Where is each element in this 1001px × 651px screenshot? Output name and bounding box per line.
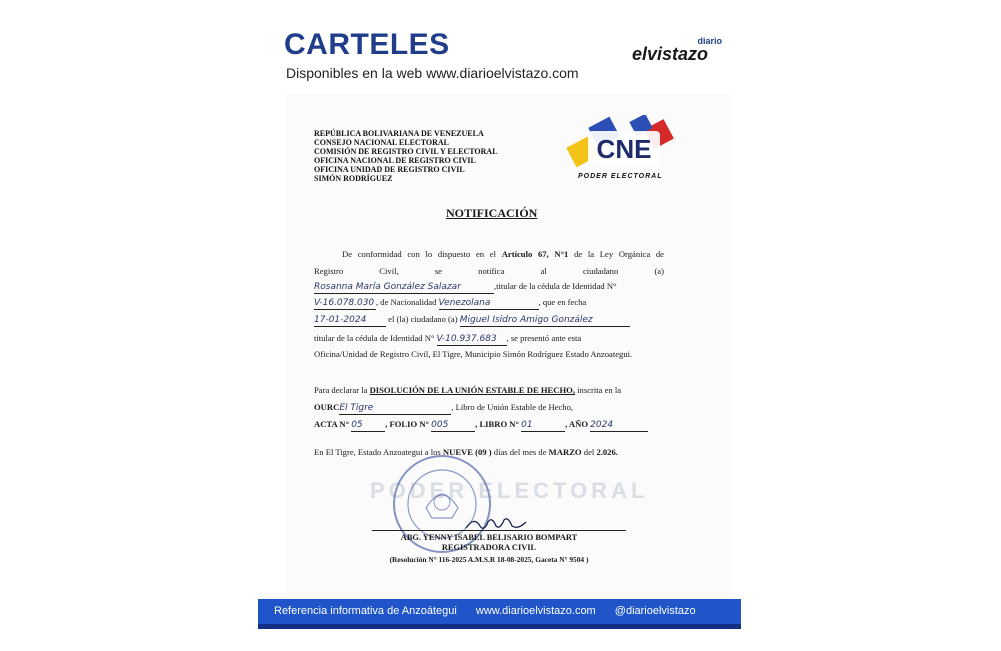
- paragraph-line: V-16.078.030 , de Nacionalidad Venezolana , que en fecha: [314, 297, 587, 308]
- cne-caption: PODER ELECTORAL: [578, 173, 663, 180]
- paragraph-line: Oficina/Unidad de Registro Civil, El Tigre, Municipio Simón Rodríguez Estado Anzoategui.: [314, 349, 633, 359]
- footer-website[interactable]: www.diarioelvistazo.com: [475, 605, 596, 617]
- watermark: PODER ELECTORAL: [370, 478, 649, 503]
- cne-logo-text: CNE: [596, 134, 652, 164]
- handwritten-folio: 005: [431, 420, 475, 432]
- logo-text: elvistazo: [632, 44, 709, 64]
- notice-title: NOTIFICACIÓN: [446, 206, 538, 220]
- paragraph-line: Registro Civil, se notifica al ciudadano (a): [314, 266, 664, 276]
- header-line: SIMÓN RODRÍGUEZ: [314, 174, 393, 183]
- header-line: REPÚBLICA BOLIVARIANA DE VENEZUELA: [314, 129, 484, 138]
- footer-handle[interactable]: @diarioelvistazo: [614, 605, 696, 617]
- brand-subtitle: Disponibles en la web www.diarioelvistazo.com: [286, 65, 579, 81]
- handwritten-id1: V-16.078.030: [314, 298, 375, 308]
- handwritten-id2: V-10.937.683: [437, 334, 507, 346]
- elvistazo-logo: [632, 36, 722, 66]
- paragraph-line: ACTA N° 05 , FOLIO N° 005 , LIBRO N° 01 , AÑO 2024: [314, 419, 664, 432]
- paragraph-line: De conformidad con lo dispuesto en el Artículo 67, N°1 de la Ley Orgánica de: [342, 249, 664, 259]
- handwritten-nationality: Venezolana: [439, 298, 539, 310]
- header-line: COMISIÓN DE REGISTRO CIVIL Y ELECTORAL: [314, 147, 498, 156]
- brand-title: CARTELES: [284, 28, 450, 61]
- paragraph-line: OURCEl Tigre , Libro de Unión Estable de Hecho,: [314, 402, 574, 413]
- signer-resolution: (Resolución N° 116-2025 A.M.S.R 18-08-2025, Gaceta N° 9504 ): [389, 555, 589, 564]
- signer-name: ABG. YENNY ISABEL BELISARIO BOMPART: [400, 533, 578, 542]
- handwritten-year: 2024: [590, 420, 648, 432]
- footer-text: [274, 605, 712, 617]
- handwritten-libro: 01: [521, 420, 565, 432]
- handwritten-acta: 05: [351, 420, 385, 432]
- signature-line: [372, 530, 626, 531]
- paragraph-line: Para declarar la DISOLUCIÓN DE LA UNIÓN ESTABLE DE HECHO, inscrita en la: [314, 385, 622, 395]
- header-line: OFICINA UNIDAD DE REGISTRO CIVIL: [314, 165, 465, 174]
- paragraph-line: En El Tigre, Estado Anzoategui a los NUEVE (09 ) días del mes de MARZO del 2.026.: [314, 447, 618, 457]
- paragraph-line: 17-01-2024 el (la) ciudadano (a) Miguel Isidro Amigo González: [314, 314, 664, 327]
- signer-role: REGISTRADORA CIVIL: [441, 543, 537, 552]
- header-line: OFICINA NACIONAL DE REGISTRO CIVIL: [314, 156, 476, 165]
- handwritten-name1: Rosanna María González Salazar: [314, 282, 494, 294]
- handwritten-name2: Miguel Isidro Amigo González: [460, 315, 630, 327]
- handwritten-date: 17-01-2024: [314, 315, 386, 327]
- logo-tag: diario: [697, 36, 722, 46]
- paragraph-line: titular de la cédula de Identidad N° V-10.937.683 , se presentó ante esta: [314, 333, 582, 344]
- handwritten-ourc: El Tigre: [339, 403, 451, 415]
- paragraph-line: Rosanna María González Salazar ,titular de la cédula de Identidad N°: [314, 281, 617, 292]
- footer-reference: Referencia informativa de Anzoátegui: [274, 605, 457, 617]
- footer-accent-bar: [258, 624, 741, 629]
- header-line: CONSEJO NACIONAL ELECTORAL: [314, 138, 449, 147]
